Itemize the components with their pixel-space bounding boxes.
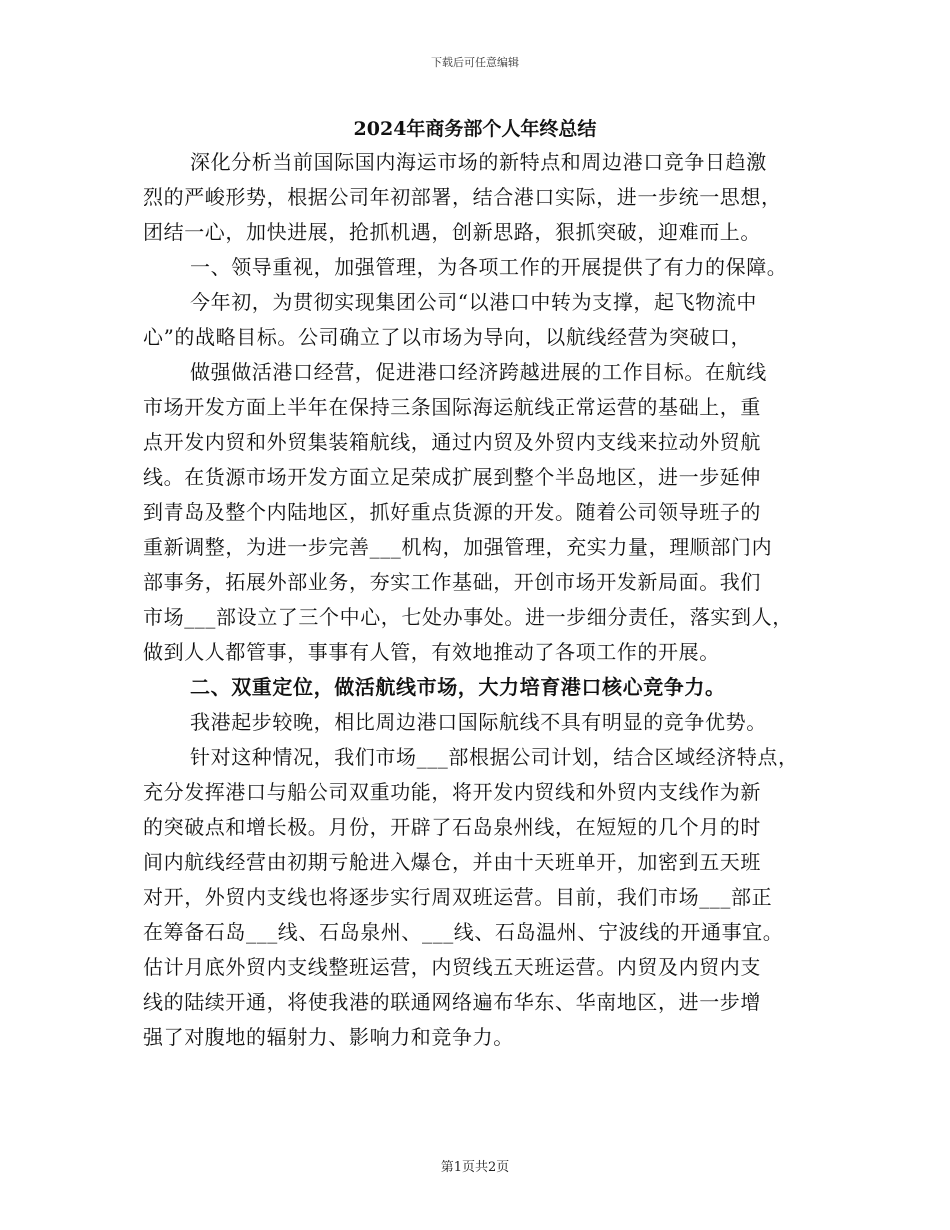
body-line: 做到人人都管事，事事有人管，有效地推动了各项工作的开展。 xyxy=(143,640,720,664)
body-line: 估计月底外贸内支线整班运营，内贸线五天班运营。内贸及内贸内支 xyxy=(143,955,761,979)
body-line: 针对这种情况，我们市场___部根据公司计划，结合区域经济特点， xyxy=(190,745,799,769)
body-line: 心”的战略目标。公司确立了以市场为导向，以航线经营为突破口， xyxy=(143,325,752,349)
body-line: 对开，外贸内支线也将逐步实行周双班运营。目前，我们市场___部正 xyxy=(143,885,773,909)
body-line: 烈的严峻形势，根据公司年初部署，结合港口实际，进一步统一思想， xyxy=(143,185,782,209)
document-title: 2024年商务部个人年终总结 xyxy=(353,118,597,140)
body-line: 市场___部设立了三个中心，七处办事处。进一步细分责任，落实到人， xyxy=(143,605,793,629)
body-line: 强了对腹地的辐射力、影响力和竞争力。 xyxy=(143,1025,514,1049)
section-heading-1: 一、领导重视，加强管理，为各项工作的开展提供了有力的保障。 xyxy=(190,255,788,279)
body-line: 充分发挥港口与船公司双重功能，将开发内贸线和外贸内支线作为新 xyxy=(143,780,761,804)
body-line: 点开发内贸和外贸集装箱航线，通过内贸及外贸内支线来拉动外贸航 xyxy=(143,430,761,454)
body-line: 线的陆续开通，将使我港的联通网络遍布华东、华南地区，进一步增 xyxy=(143,990,761,1014)
body-line: 部事务，拓展外部业务，夯实工作基础，开创市场开发新局面。我们 xyxy=(143,570,761,594)
body-line: 做强做活港口经营，促进港口经济跨越进展的工作目标。在航线 xyxy=(190,360,767,384)
body-line: 间内航线经营由初期亏舱进入爆仓，并由十天班单开，加密到五天班 xyxy=(143,850,761,874)
body-line: 市场开发方面上半年在保持三条国际海运航线正常运营的基础上，重 xyxy=(143,395,761,419)
body-line: 的突破点和增长极。月份，开辟了石岛泉州线，在短短的几个月的时 xyxy=(143,815,761,839)
body-line: 到青岛及整个内陆地区，抓好重点货源的开发。随着公司领导班子的 xyxy=(143,500,761,524)
body-line: 今年初，为贯彻实现集团公司“以港口中转为支撑，起飞物流中 xyxy=(190,290,758,314)
body-line: 我港起步较晚，相比周边港口国际航线不具有明显的竞争优势。 xyxy=(190,710,767,734)
body-line: 在筹备石岛___线、石岛泉州、___线、石岛温州、宁波线的开通事宜。 xyxy=(143,920,784,944)
page-footer: 第1页共2页 xyxy=(440,1160,510,1175)
body-line: 重新调整，为进一步完善___机构，加强管理，充实力量，理顺部门内 xyxy=(143,535,773,559)
body-line: 深化分析当前国际国内海运市场的新特点和周边港口竞争日趋激 xyxy=(190,150,767,174)
header-note: 下载后可任意编辑 xyxy=(431,56,519,69)
body-line: 线。在货源市场开发方面立足荣成扩展到整个半岛地区，进一步延伸 xyxy=(143,465,761,489)
body-line: 团结一心，加快进展，抢抓机遇，创新思路，狠抓突破，迎难而上。 xyxy=(143,220,761,244)
section-heading-2: 二、双重定位，做活航线市场，大力培育港口核心竞争力。 xyxy=(190,675,726,699)
